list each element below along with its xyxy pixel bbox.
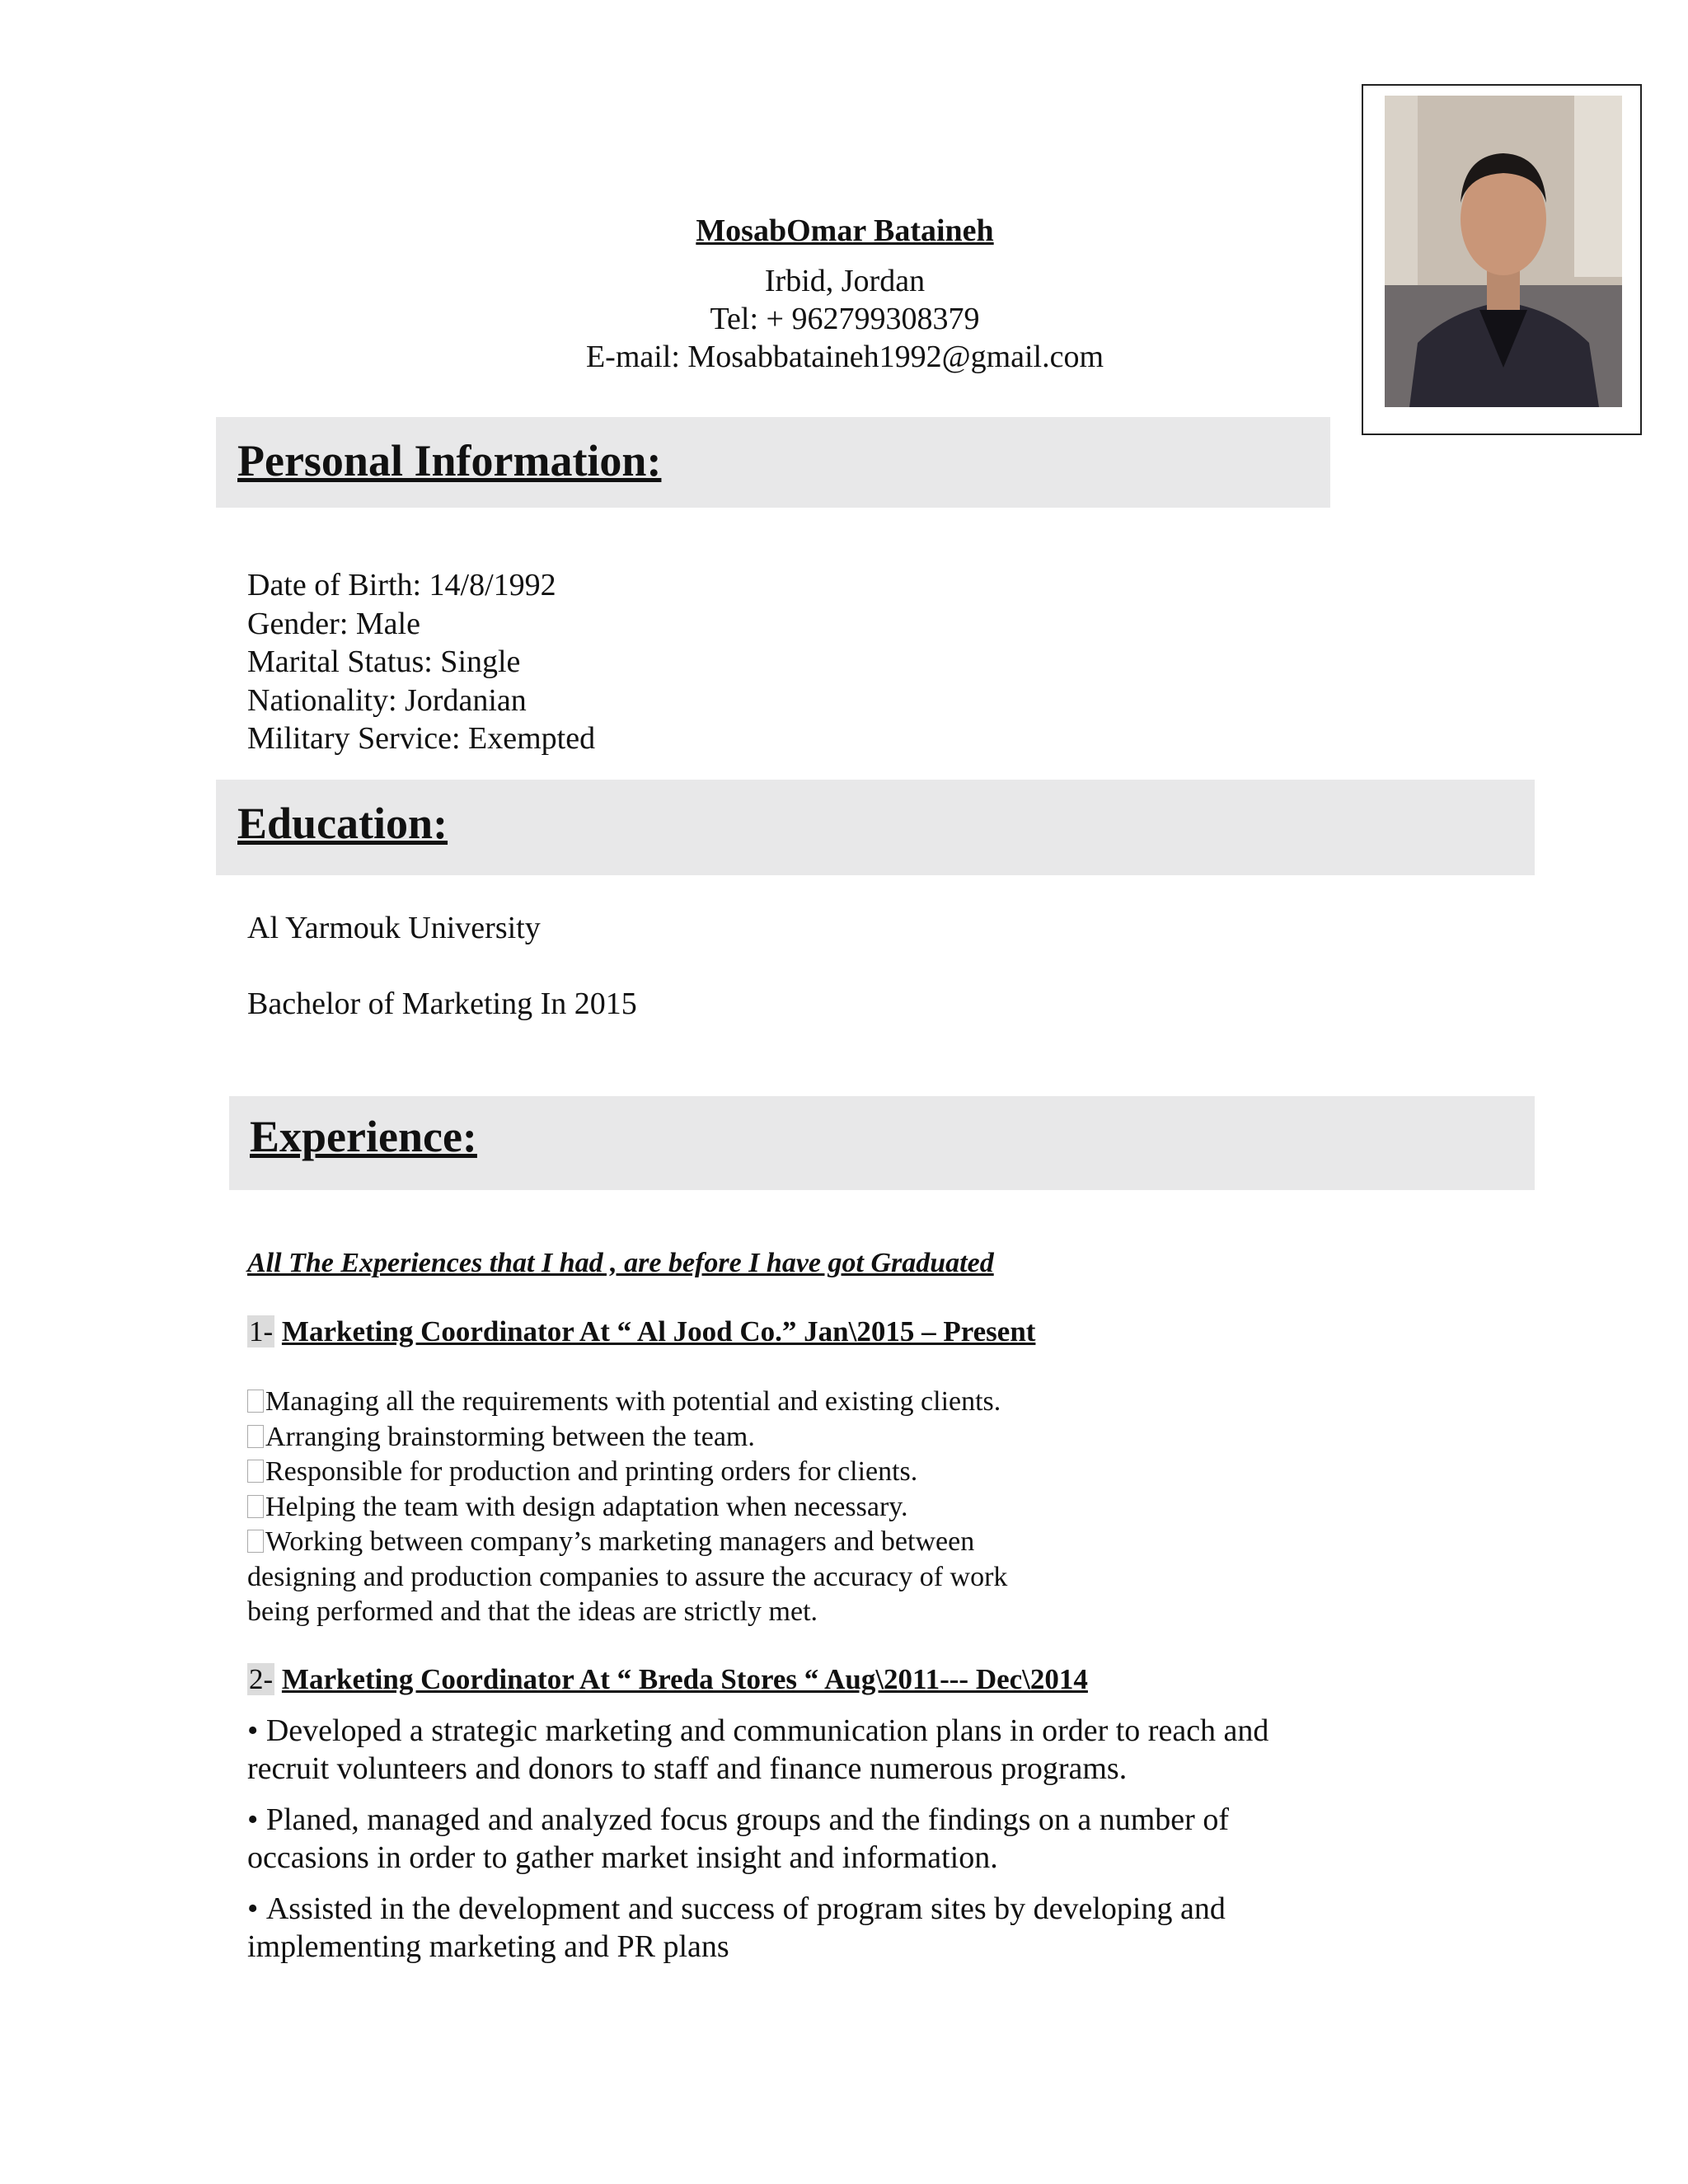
job-1-heading <box>247 1315 1035 1348</box>
job-1-task-continuation: being performed and that the ideas are strictly met. <box>247 1596 818 1627</box>
missing-glyph-icon <box>247 1530 264 1553</box>
job-1-task-continuation: designing and production companies to assure the accuracy of work <box>247 1561 1008 1592</box>
marital-status: Marital Status: Single <box>247 644 521 679</box>
personal-info-list <box>247 566 595 758</box>
job-2-bullet <box>247 1801 1229 1877</box>
job-2-bullet-text: Assisted in the development and success of program sites by developing and <box>265 1891 1226 1926</box>
job-1-number: 1- <box>249 1315 274 1347</box>
bullet-icon: • <box>247 1713 266 1748</box>
candidate-name: MosabOmar Bataineh <box>696 213 994 248</box>
job-2-title: Marketing Coordinator At “ Breda Stores “ Aug\2011--- Dec\2014 <box>281 1663 1088 1695</box>
missing-glyph-icon <box>247 1460 264 1483</box>
education-university: Al Yarmouk University <box>247 911 541 945</box>
missing-glyph-icon <box>247 1390 264 1413</box>
job-2-bullet-text: occasions in order to gather market insight and information. <box>247 1840 998 1875</box>
job-2-bullet-text: Developed a strategic marketing and communication plans in order to reach and <box>265 1713 1269 1748</box>
job-1-task: Arranging brainstorming between the team. <box>265 1421 755 1452</box>
gender: Gender: Male <box>247 606 420 641</box>
job-2-bullet <box>247 1712 1268 1788</box>
candidate-phone: Tel: + 962799308379 <box>710 302 980 336</box>
job-1-task: Managing all the requirements with potential and existing clients. <box>265 1386 1001 1417</box>
job-2-bullet-text: recruit volunteers and donors to staff and finance numerous programs. <box>247 1751 1128 1786</box>
job-2-bullet-text: implementing marketing and PR plans <box>247 1929 729 1964</box>
profile-photo-frame <box>1362 84 1642 435</box>
missing-glyph-icon <box>247 1425 264 1448</box>
experience-heading: Experience: <box>250 1112 477 1161</box>
experience-note: All The Experiences that I had , are before I have got Graduated <box>247 1248 994 1278</box>
profile-photo <box>1385 96 1622 407</box>
education-heading: Education: <box>237 799 448 848</box>
job-2-bullet <box>247 1890 1226 1966</box>
candidate-location: Irbid, Jordan <box>764 264 926 298</box>
candidate-email: E-mail: Mosabbataineh1992@gmail.com <box>585 340 1104 374</box>
job-1-task: Helping the team with design adaptation when necessary. <box>265 1491 908 1522</box>
birth-date: Date of Birth: 14/8/1992 <box>247 568 556 602</box>
military-service: Military Service: Exempted <box>247 721 596 756</box>
job-1-task: Working between company’s marketing managers and between <box>265 1526 975 1557</box>
job-1-tasks <box>247 1385 1007 1630</box>
job-1-title: Marketing Coordinator At “ Al Jood Co.” Jan\2015 – Present <box>281 1315 1036 1347</box>
job-2-bullet-text: Planed, managed and analyzed focus groups and the findings on a number of <box>265 1802 1229 1837</box>
nationality: Nationality: Jordanian <box>247 682 527 718</box>
job-2-heading <box>247 1663 1088 1696</box>
education-degree: Bachelor of Marketing In 2015 <box>247 987 637 1021</box>
bullet-icon: • <box>247 1802 266 1837</box>
job-2-number: 2- <box>249 1663 274 1695</box>
job-1-task: Responsible for production and printing orders for clients. <box>265 1456 918 1487</box>
bullet-icon: • <box>247 1891 266 1926</box>
personal-info-heading: Personal Information: <box>237 436 662 485</box>
missing-glyph-icon <box>247 1495 264 1518</box>
